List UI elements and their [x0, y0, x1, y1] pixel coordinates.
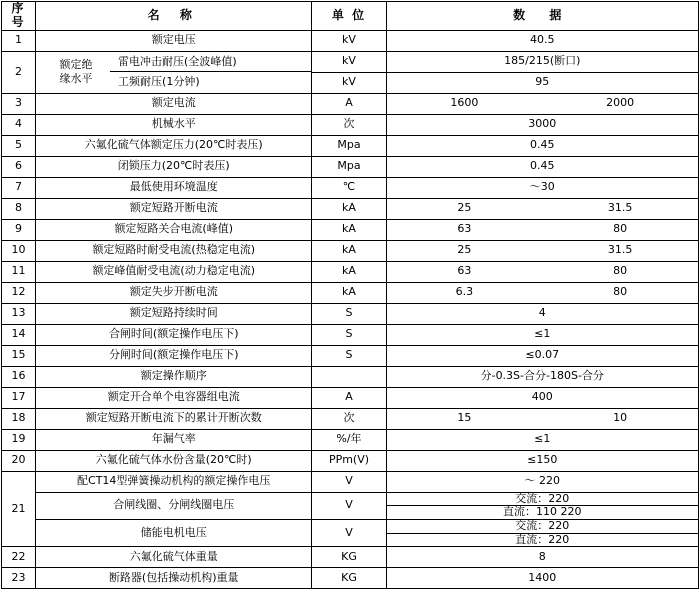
table-row [2, 303, 699, 324]
row-name: 额定短路关合电流(峰值) [36, 219, 312, 240]
row-no: 18 [2, 408, 36, 429]
table-row [2, 568, 699, 589]
table-row [2, 156, 699, 177]
row-unit: kA [312, 261, 386, 282]
row-unit: KG [312, 547, 386, 568]
row-data [386, 408, 698, 429]
table-row [2, 135, 699, 156]
row-no: 7 [2, 177, 36, 198]
row-name: 年漏气率 [36, 429, 312, 450]
row-no: 11 [2, 261, 36, 282]
row-name: 最低使用环境温度 [36, 177, 312, 198]
header-name: 名 称 [36, 2, 312, 31]
row-name: 六氟化硫气体水份含量(20℃时) [36, 450, 312, 471]
row-name: 额定电流 [36, 93, 312, 114]
header-data: 数 据 [386, 2, 698, 31]
row-data [386, 93, 698, 114]
spec-sheet [0, 1, 700, 601]
row-no: 8 [2, 198, 36, 219]
row-unit: V [312, 471, 386, 492]
table-row [2, 93, 699, 114]
row-name: 额定短路开断电流 [36, 198, 312, 219]
header-no: 序 号 [2, 2, 36, 31]
row-unit: V [312, 519, 386, 546]
row-data-right: 31.5 [607, 201, 633, 215]
table-row [2, 30, 699, 51]
row-unit: kA [312, 240, 386, 261]
table-row [2, 429, 699, 450]
row-no: 12 [2, 282, 36, 303]
row-subname: 储能电机电压 [36, 519, 312, 546]
table-row [2, 345, 699, 366]
row-name: 额定电压 [36, 30, 312, 51]
row-data: 分-0.3S-合分-180S-合分 [386, 366, 698, 387]
row-data-right: 80 [613, 264, 628, 278]
row-no: 15 [2, 345, 36, 366]
row-data [386, 240, 698, 261]
row-no: 17 [2, 387, 36, 408]
row-data [386, 219, 698, 240]
row-data [386, 519, 698, 546]
row-data-left: 15 [457, 411, 472, 425]
row-name: 额定失步开断电流 [36, 282, 312, 303]
row-data: ≤1 [386, 429, 698, 450]
insulation-level-label: 额定绝 缘水平 [59, 57, 93, 86]
row-no: 3 [2, 93, 36, 114]
row-data [386, 261, 698, 282]
table-row [2, 450, 699, 471]
row-no: 4 [2, 114, 36, 135]
row-unit: 次 [312, 408, 386, 429]
row-data: ≤1 [386, 324, 698, 345]
row-no: 1 [2, 30, 36, 51]
row-no: 13 [2, 303, 36, 324]
row-unit: S [312, 324, 386, 345]
row-no: 10 [2, 240, 36, 261]
row-data-left: 6.3 [455, 285, 474, 299]
row-no: 16 [2, 366, 36, 387]
row-name-group [36, 51, 312, 93]
row-data: 8 [386, 547, 698, 568]
row-name: 额定操作顺序 [36, 366, 312, 387]
row-subname: 雷电冲击耐压(全波峰值) [110, 52, 311, 72]
row-data-bottom: 直流：220 [515, 532, 570, 546]
row-data-left: 25 [457, 201, 472, 215]
row-unit: Mpa [312, 156, 386, 177]
row-unit: PPm(V) [312, 450, 386, 471]
row-data: 1400 [386, 568, 698, 589]
table-row [2, 471, 699, 492]
row-data: ～30 [386, 177, 698, 198]
row-subname: 合闸线圈、分闸线圈电压 [36, 492, 312, 519]
table-row [2, 261, 699, 282]
row-no: 14 [2, 324, 36, 345]
row-no: 2 [2, 51, 36, 93]
row-name: 额定开合单个电容器组电流 [36, 387, 312, 408]
row-name: 额定短路开断电流下的累计开断次数 [36, 408, 312, 429]
row-data-right: 80 [613, 222, 628, 236]
row-unit: KG [312, 568, 386, 589]
row-unit: ℃ [312, 177, 386, 198]
row-data [386, 282, 698, 303]
row-unit: kA [312, 198, 386, 219]
row-unit: kV [312, 72, 386, 93]
row-data-right: 2000 [606, 96, 635, 110]
row-unit: Mpa [312, 135, 386, 156]
row-no: 19 [2, 429, 36, 450]
row-no: 23 [2, 568, 36, 589]
row-data-right: 80 [613, 285, 628, 299]
table-row [2, 198, 699, 219]
row-data: 0.45 [386, 156, 698, 177]
table-row [2, 408, 699, 429]
table-row [2, 240, 699, 261]
row-name: 六氟化硫气体重量 [36, 547, 312, 568]
row-unit: kV [312, 51, 386, 72]
specification-table [1, 1, 699, 589]
row-data: ～ 220 [386, 471, 698, 492]
table-row [2, 324, 699, 345]
row-data [386, 198, 698, 219]
row-data-left: 25 [457, 243, 472, 257]
row-data-left: 63 [457, 222, 472, 236]
row-name: 合闸时间(额定操作电压下) [36, 324, 312, 345]
row-name: 分闸时间(额定操作电压下) [36, 345, 312, 366]
row-unit: A [312, 93, 386, 114]
row-no: 9 [2, 219, 36, 240]
row-data-bottom: 直流：110 220 [503, 505, 582, 519]
row-no: 22 [2, 547, 36, 568]
row-data-left: 1600 [450, 96, 479, 110]
row-data-top: 交流：220 [387, 493, 698, 507]
row-no: 20 [2, 450, 36, 471]
header-unit: 单 位 [312, 2, 386, 31]
table-row [2, 177, 699, 198]
row-unit: A [312, 387, 386, 408]
table-row [2, 51, 699, 72]
row-data: 4 [386, 303, 698, 324]
table-row [2, 519, 699, 546]
row-name: 额定短路时耐受电流(热稳定电流) [36, 240, 312, 261]
row-data: ≤150 [386, 450, 698, 471]
row-name: 六氟化硫气体额定压力(20℃时表压) [36, 135, 312, 156]
row-name: 断路器(包括操动机构)重量 [36, 568, 312, 589]
row-unit: %/年 [312, 429, 386, 450]
row-data: 95 [386, 72, 698, 93]
table-row [2, 219, 699, 240]
row-data: ≤0.07 [386, 345, 698, 366]
row-no: 6 [2, 156, 36, 177]
row-data [386, 492, 698, 519]
table-row [2, 492, 699, 519]
row-data: 0.45 [386, 135, 698, 156]
table-header-row [2, 2, 699, 31]
row-unit [312, 366, 386, 387]
row-data-right: 10 [613, 411, 628, 425]
row-unit: S [312, 345, 386, 366]
row-name: 闭锁压力(20℃时表压) [36, 156, 312, 177]
row-data-right: 31.5 [607, 243, 633, 257]
table-row [2, 387, 699, 408]
row-unit: 次 [312, 114, 386, 135]
table-row [2, 114, 699, 135]
row-name: 额定峰值耐受电流(动力稳定电流) [36, 261, 312, 282]
row-data: 400 [386, 387, 698, 408]
row-subname: 配CT14型弹簧操动机构的额定操作电压 [36, 471, 312, 492]
row-unit: kA [312, 282, 386, 303]
table-row [2, 282, 699, 303]
row-unit: S [312, 303, 386, 324]
row-no: 21 [2, 471, 36, 547]
row-data: 3000 [386, 114, 698, 135]
table-row [2, 547, 699, 568]
row-no: 5 [2, 135, 36, 156]
table-row [2, 366, 699, 387]
row-data-top: 交流：220 [387, 520, 698, 534]
row-unit: V [312, 492, 386, 519]
row-data: 185/215(断口) [386, 51, 698, 72]
row-unit: kV [312, 30, 386, 51]
row-subname: 工频耐压(1分钟) [118, 75, 200, 89]
row-unit: kA [312, 219, 386, 240]
row-name: 机械水平 [36, 114, 312, 135]
row-name: 额定短路持续时间 [36, 303, 312, 324]
row-data-left: 63 [457, 264, 472, 278]
row-data: 40.5 [386, 30, 698, 51]
